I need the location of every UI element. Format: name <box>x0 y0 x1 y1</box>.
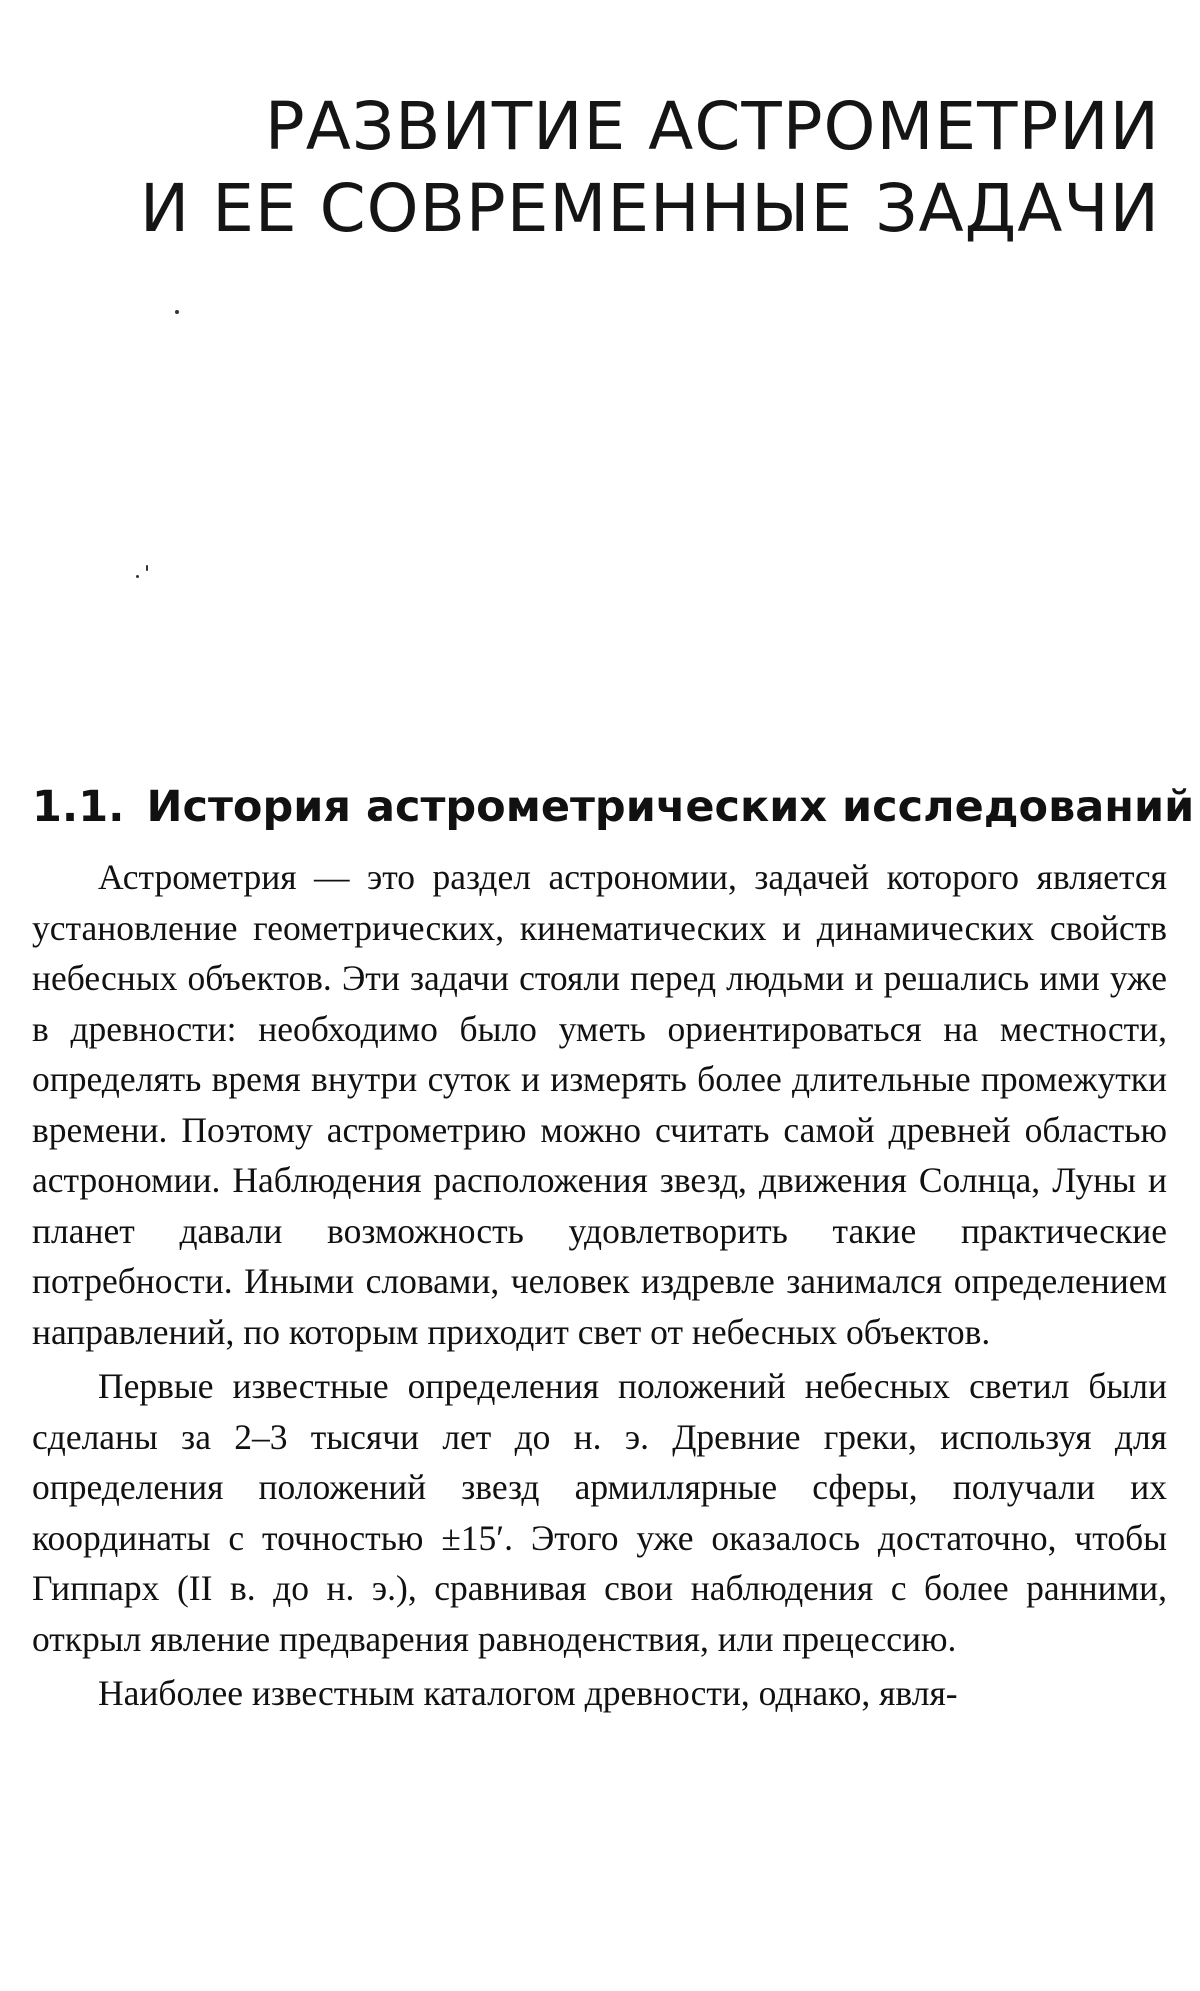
chapter-title-line-2: И ЕЕ СОВРЕМЕННЫЕ ЗАДАЧИ <box>139 170 1160 247</box>
scan-speck <box>175 310 179 314</box>
paragraph: Первые известные определения положений небесных светил были сделаны за 2–3 тысячи лет до н. э. Древние греки, используя для определения положений звезд армиллярные сферы, получали их координаты с точностью ±15′. Этого уже оказалось достаточно, чтобы Гиппарх (II в. до н. э.), сравнивая свои наблюдения с более ранними, открыл явление предварения равноденствия, или прецессию. <box>32 1366 1167 1659</box>
paragraph: Астрометрия — это раздел астрономии, задачей которого является установление геометрических, кинематических и динамических свойств небесных объектов. Эти задачи стояли перед людьми и решались ими уже в древности: необходимо было уметь ориентироваться на местности, определять время внутри суток и измерять более длительные промежутки времени. Поэтому астрометрию можно считать самой древней областью астрономии. Наблюдения расположения звезд, движения Солнца, Луны и планет давали возможность удовлетворить такие практические потребности. Иными словами, человек издревле занимался определением направлений, по которым приходит свет от небесных объектов. <box>32 857 1167 1352</box>
section-title: История астрометрических исследований <box>146 782 1195 832</box>
scan-speck <box>146 565 148 571</box>
chapter-title <box>60 86 1160 250</box>
body-text <box>32 852 1167 1723</box>
scan-speck <box>136 575 139 578</box>
section-number: 1.1. <box>32 782 125 832</box>
paragraph: Наиболее известным каталогом древности, однако, явля- <box>98 1673 958 1713</box>
section-heading <box>32 778 1195 836</box>
chapter-title-line-1: РАЗВИТИЕ АСТРОМЕТРИИ <box>264 88 1160 165</box>
